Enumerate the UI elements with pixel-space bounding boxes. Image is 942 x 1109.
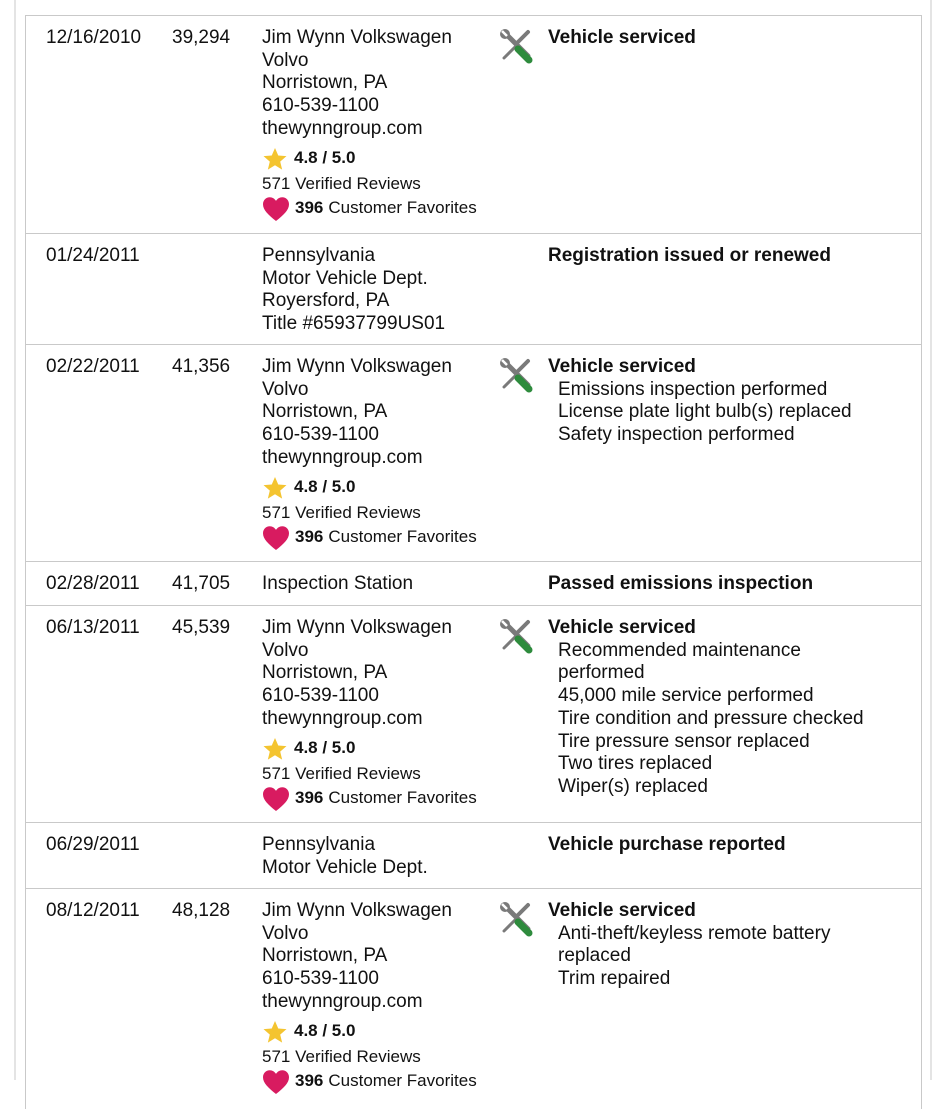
source-name[interactable]: Jim Wynn Volkswagen [262,356,452,377]
rating [262,1019,492,1045]
verified-reviews-link[interactable]: 571 Verified Reviews [262,1046,421,1066]
detail-item: Wiper(s) replaced [558,775,708,797]
favorites-label: Customer Favorites [328,527,477,547]
source-name-2: Motor Vehicle Dept. [262,267,428,289]
rating [262,736,492,762]
detail-item: Recommended maintenance [558,639,801,661]
source-cell [262,356,492,551]
source-name-2[interactable]: Volvo [262,49,309,71]
source-name: Pennsylvania [262,245,376,266]
source-name-2[interactable]: Volvo [262,922,309,944]
mileage-cell: 48,128 [172,900,231,921]
source-phone[interactable]: 610-539-1100 [262,95,379,117]
rating [262,146,492,172]
date-cell: 08/12/2011 [46,900,140,921]
detail-item: replaced [558,945,631,967]
verified-reviews-link[interactable]: 571 Verified Reviews [262,763,421,783]
source-name-2[interactable]: Volvo [262,639,309,661]
customer-favorites [262,196,492,222]
detail-item: Trim repaired [558,968,671,990]
event-title: Vehicle serviced [548,27,696,48]
source-phone[interactable]: 610-539-1100 [262,424,379,446]
customer-favorites [262,525,492,551]
mileage-cell: 41,356 [172,356,231,377]
wrench-screwdriver-icon [498,357,534,393]
details-cell [548,356,908,447]
favorites-label: Customer Favorites [328,1071,477,1091]
event-title: Vehicle serviced [548,356,696,377]
detail-item: Anti-theft/keyless remote battery [558,922,831,944]
rating-value: 4.8 / 5.0 [294,477,356,497]
details-cell [548,834,908,857]
verified-reviews-link[interactable]: 571 Verified Reviews [262,173,421,193]
details-cell [548,900,908,991]
customer-favorites [262,1069,492,1095]
favorites-count: 396 [295,198,324,218]
source-cell [262,900,492,1095]
history-row [26,889,921,1109]
source-name: Pennsylvania [262,834,376,855]
rating-value: 4.8 / 5.0 [294,148,356,168]
favorites-count: 396 [295,527,324,547]
source-website-link[interactable]: thewynngroup.com [262,446,423,468]
detail-item: Safety inspection performed [558,424,795,446]
source-location: Norristown, PA [262,945,388,967]
event-title: Vehicle purchase reported [548,834,786,855]
mileage-cell: 45,539 [172,617,231,638]
star-icon [262,736,288,762]
wrench-screwdriver-icon [498,901,534,937]
history-row [26,16,921,234]
detail-item: 45,000 mile service performed [558,685,814,707]
favorites-count: 396 [295,788,324,808]
source-cell [262,245,492,336]
source-location: Norristown, PA [262,72,388,94]
date-cell: 06/29/2011 [46,834,140,855]
details-cell [548,573,908,596]
date-cell: 02/22/2011 [46,356,140,377]
customer-favorites [262,786,492,812]
star-icon [262,1019,288,1045]
source-cell [262,573,492,596]
mileage-cell: 41,705 [172,573,231,594]
page-frame [14,0,932,1091]
source-location: Royersford, PA [262,290,390,312]
source-phone[interactable]: 610-539-1100 [262,685,379,707]
source-location: Norristown, PA [262,662,388,684]
event-title: Vehicle serviced [548,900,696,921]
heart-icon [262,1069,290,1095]
date-cell: 02/28/2011 [46,573,140,594]
heart-icon [262,525,290,551]
source-cell [262,617,492,812]
verified-reviews-link[interactable]: 571 Verified Reviews [262,502,421,522]
source-name-2[interactable]: Volvo [262,378,309,400]
details-cell [548,617,908,799]
detail-item: Emissions inspection performed [558,378,828,400]
details-cell [548,27,908,50]
detail-item: performed [558,662,645,684]
heart-icon [262,786,290,812]
detail-item: License plate light bulb(s) replaced [558,401,852,423]
history-row [26,823,921,889]
source-name[interactable]: Jim Wynn Volkswagen [262,27,452,48]
history-row [26,234,921,345]
favorites-label: Customer Favorites [328,198,477,218]
rating-value: 4.8 / 5.0 [294,738,356,758]
source-name[interactable]: Jim Wynn Volkswagen [262,617,452,638]
favorites-label: Customer Favorites [328,788,477,808]
favorites-count: 396 [295,1071,324,1091]
event-title: Vehicle serviced [548,617,696,638]
history-row [26,345,921,562]
details-cell [548,245,908,268]
title-number: Title #65937799US01 [262,313,446,335]
detail-item: Two tires replaced [558,753,713,775]
rating [262,475,492,501]
event-title: Passed emissions inspection [548,573,814,594]
star-icon [262,146,288,172]
source-name-2: Motor Vehicle Dept. [262,856,428,878]
history-row [26,562,921,606]
source-phone[interactable]: 610-539-1100 [262,968,379,990]
source-location: Norristown, PA [262,401,388,423]
rating-value: 4.8 / 5.0 [294,1021,356,1041]
source-website-link[interactable]: thewynngroup.com [262,990,423,1012]
source-name[interactable]: Jim Wynn Volkswagen [262,900,452,921]
star-icon [262,475,288,501]
date-cell: 12/16/2010 [46,27,142,48]
source-website-link[interactable]: thewynngroup.com [262,117,423,139]
date-cell: 01/24/2011 [46,245,140,266]
detail-item: Tire condition and pressure checked [558,707,864,729]
history-row [26,606,921,823]
heart-icon [262,196,290,222]
detail-item: Tire pressure sensor replaced [558,730,810,752]
vehicle-history-table [25,15,922,1109]
event-title: Registration issued or renewed [548,245,831,266]
source-cell [262,834,492,879]
source-website-link[interactable]: thewynngroup.com [262,707,423,729]
source-cell [262,27,492,222]
mileage-cell: 39,294 [172,27,231,48]
wrench-screwdriver-icon [498,618,534,654]
date-cell: 06/13/2011 [46,617,140,638]
source-name: Inspection Station [262,573,414,594]
wrench-screwdriver-icon [498,28,534,64]
